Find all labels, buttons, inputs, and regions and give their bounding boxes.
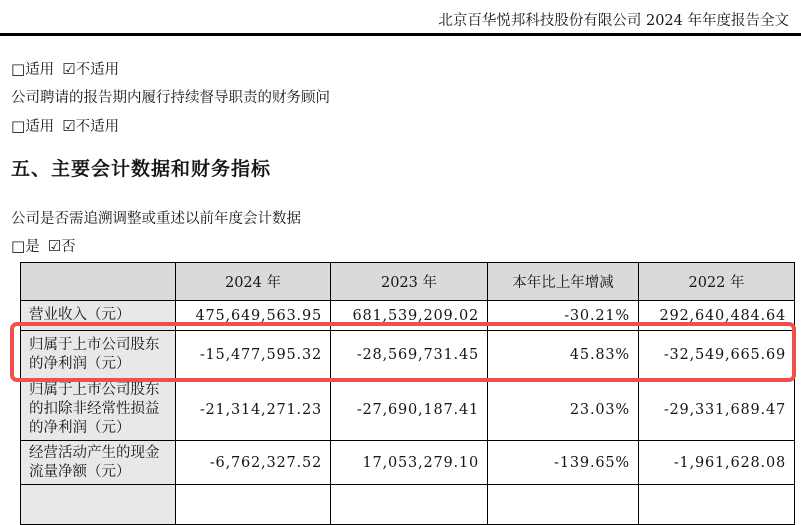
value-yoy: -139.65% [488, 441, 639, 485]
table-header-cell-2022: 2022 年 [639, 263, 795, 301]
value-2024: -6,762,327.52 [176, 441, 331, 485]
checkbox-unchecked-icon: □ [11, 60, 26, 78]
value-yoy: 23.03% [488, 379, 639, 441]
value-2022: -1,961,628.08 [639, 441, 795, 485]
value-2022: -32,549,665.69 [639, 331, 795, 379]
no-label: 否 [61, 239, 76, 255]
applicable-label: 适用 [25, 119, 55, 135]
section-title: 五、主要会计数据和财务指标 [11, 158, 272, 180]
document-header-title: 北京百华悦邦科技股份有限公司 2024 年年度报告全文 [438, 13, 789, 29]
row-label: 归属于上市公司股东的净利润（元） [21, 331, 176, 379]
table-header-cell-2024: 2024 年 [176, 263, 331, 301]
value-yoy: 45.83% [488, 331, 639, 379]
table-row-partial [21, 485, 795, 525]
row-label [21, 485, 176, 525]
checkbox-checked-icon: ☑ [62, 117, 76, 135]
value-2024 [176, 485, 331, 525]
value-2023: -27,690,187.41 [331, 379, 488, 441]
table-row-net-profit-excl-nonrecurring [21, 379, 795, 441]
yes-label: 是 [25, 239, 40, 255]
restate-question: 公司是否需追溯调整或重述以前年度会计数据 [11, 211, 301, 227]
not-applicable-label: 不适用 [75, 119, 120, 135]
table-header-row [21, 263, 795, 301]
value-2024: 475,649,563.95 [176, 301, 331, 331]
checkbox-unchecked-icon: □ [11, 117, 26, 135]
not-applicable-label: 不适用 [75, 62, 120, 78]
value-2022: 292,640,484.64 [639, 301, 795, 331]
value-2022 [639, 485, 795, 525]
applicable-line-2 [11, 112, 330, 141]
value-2024: -15,477,595.32 [176, 331, 331, 379]
intro-block [11, 55, 330, 141]
value-2023: 17,053,279.10 [331, 441, 488, 485]
checkbox-checked-icon: ☑ [62, 60, 76, 78]
sponsor-text: 公司聘请的报告期内履行持续督导职责的财务顾问 [11, 90, 330, 106]
row-label: 归属于上市公司股东的扣除非经常性损益的净利润（元） [21, 379, 176, 441]
value-2023 [331, 485, 488, 525]
value-2024: -21,314,271.23 [176, 379, 331, 441]
table-row-operating-cash-flow [21, 441, 795, 485]
value-yoy [488, 485, 639, 525]
header-divider [0, 33, 801, 36]
table-row-net-profit [21, 331, 795, 379]
checkbox-checked-icon: ☑ [47, 237, 62, 255]
value-yoy: -30.21% [488, 301, 639, 331]
value-2023: -28,569,731.45 [331, 331, 488, 379]
value-2022: -29,331,689.47 [639, 379, 795, 441]
row-label: 经营活动产生的现金流量净额（元） [21, 441, 176, 485]
applicable-line-1 [11, 55, 330, 84]
value-2023: 681,539,209.02 [331, 301, 488, 331]
table-header-cell-blank [21, 263, 176, 301]
table-row-revenue [21, 301, 795, 331]
row-label: 营业收入（元） [21, 301, 176, 331]
table-header-cell-2023: 2023 年 [331, 263, 488, 301]
applicable-label: 适用 [25, 62, 55, 78]
checkbox-unchecked-icon: □ [11, 237, 26, 255]
yes-no-line [11, 235, 76, 256]
table-header-cell-yoy: 本年比上年增减 [488, 263, 639, 301]
